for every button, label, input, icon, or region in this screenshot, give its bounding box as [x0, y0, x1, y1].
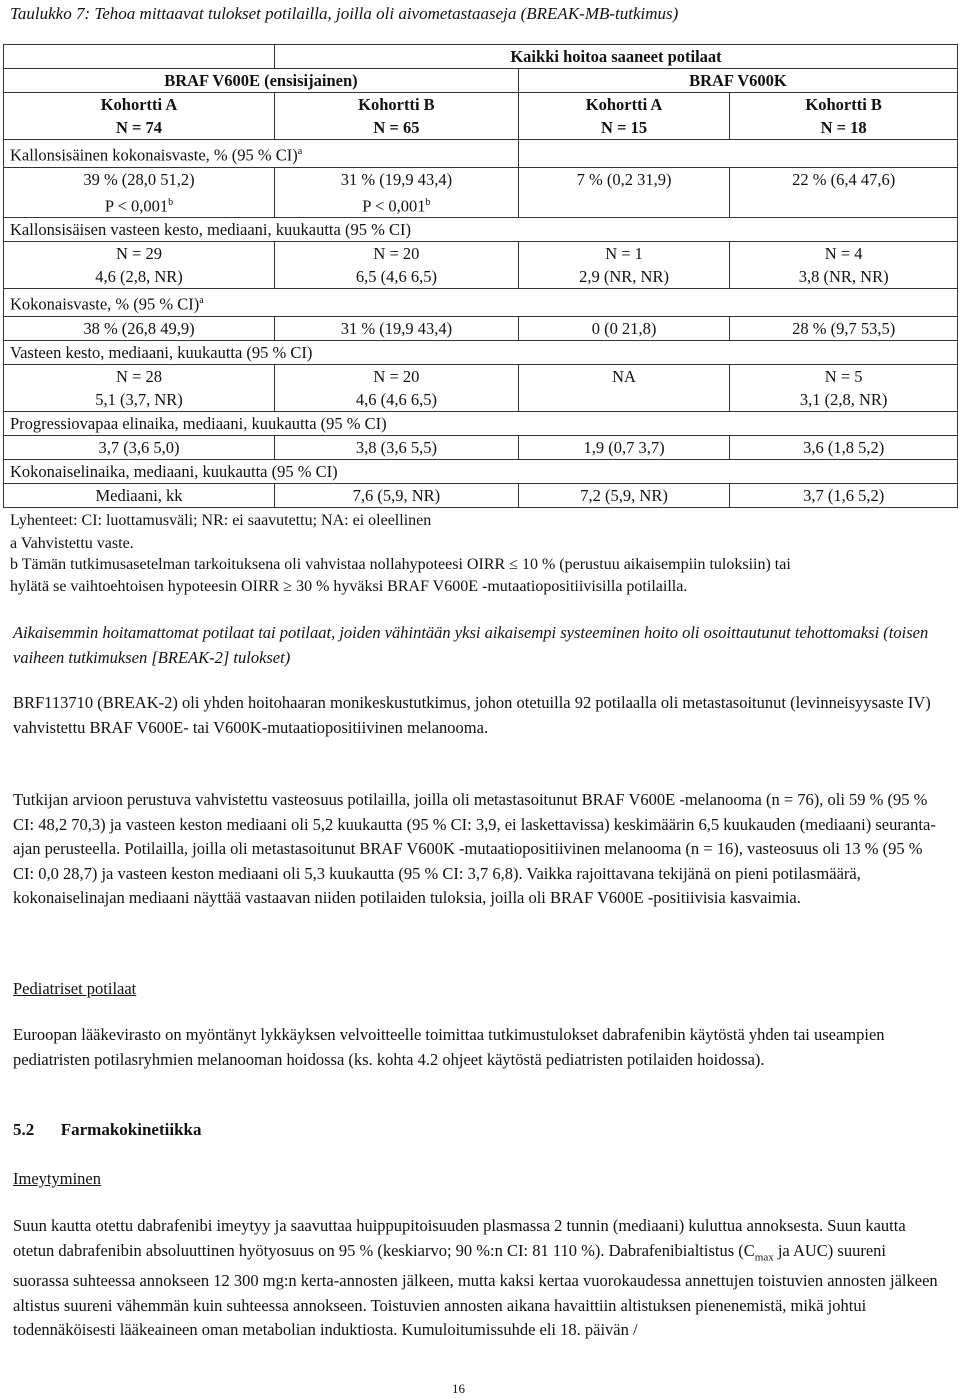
- cell-r1-e-a: 39 % (28,0 51,2) P < 0,001$^b$: [4, 167, 275, 218]
- row-spacer: [518, 140, 957, 168]
- row-label-intracranial-duration: Kallonsisäisen vasteen kesto, mediaani, kuukautta (95 % CI): [4, 218, 958, 242]
- paragraph-investigator: Tutkijan arvioon perustuva vahvistettu vasteosuus potilailla, joilla oli metastasoitunut BRAF V600E -melanooma (n = 76), oli 59 % (95 % CI: 48,2 70,3) ja vasteen keston mediaani oli 5,2 kuukautta (95 % CI: 3,9, ei laskettavissa) keskimäärin 6,5 kuukauden (mediaani) seuranta-ajan perusteella. Potilailla, joilla oli metastasoitunut BRAF V600K -mutaatiopositiivinen melanooma (n = 16), vasteosuus oli 13 % (95 % CI: 0,0 28,7) ja vasteen keston mediaani oli 5,3 kuukautta (95 % CI: 3,7 6,8). Vaikka rajoittavana tekijänä on pieni potilasmäärä, kokonaiselinajan mediaani näyttää vastaavan niiden potilaiden tuloksia, joilla oli BRAF V600E -positiivisia kasvaimia.: [13, 790, 936, 907]
- row-label-intracranial-response: Kallonsisäinen kokonaisvaste, % (95 % CI)$^a$: [4, 140, 519, 168]
- cell-r5-e-b: 3,8 (3,6 5,5): [275, 435, 519, 459]
- cell-r7-k-a: 3,7 (1,6 5,2): [730, 483, 958, 507]
- cell-r2-k-a: N = 1 2,9 (NR, NR): [518, 242, 729, 289]
- cell-r7-e-b: 7,2 (5,9, NR): [518, 483, 729, 507]
- footnote-a: a Vahvistettu vaste.: [10, 535, 134, 552]
- cell-r4-k-a: NA: [518, 364, 729, 411]
- footnote-b-line2: hylätä se vaihtoehtoisen hypoteesin OIRR ≥ 30 % hyväksi BRAF V600E -mutaatiopositiivisilla potilailla.: [10, 578, 688, 595]
- paragraph-break2: BRF113710 (BREAK-2) oli yhden hoitohaaran monikeskustutkimus, johon otetuilla 92 potilaalla oli metastasoitunut (levinneisyysaste IV) vahvistettu BRAF V600E- tai V600K-mutaatiopositiivinen melanooma.: [13, 693, 931, 737]
- cell-r7-label: Mediaani, kk: [4, 483, 275, 507]
- cell-r1-k-b: 22 % (6,4 47,6): [730, 167, 958, 218]
- page-number: 16: [452, 1381, 465, 1396]
- header-v600k: BRAF V600K: [518, 69, 957, 93]
- cell-r1-k-a: 7 % (0,2 31,9): [518, 167, 729, 218]
- cell-r3-k-a: 0 (0 21,8): [518, 316, 729, 340]
- cell-r5-e-a: 3,7 (3,6 5,0): [4, 435, 275, 459]
- cell-r5-k-a: 1,9 (0,7 3,7): [518, 435, 729, 459]
- pediatric-heading: Pediatriset potilaat: [13, 979, 137, 998]
- section-number: 5.2: [13, 1120, 35, 1139]
- cell-r2-e-b: N = 20 6,5 (4,6 6,5): [275, 242, 519, 289]
- row-label-response-duration: Vasteen kesto, mediaani, kuukautta (95 % CI): [4, 340, 958, 364]
- section-heading: [13, 1120, 202, 1140]
- header-k-cohort-b: Kohortti B N = 18: [730, 93, 958, 140]
- cell-r2-k-b: N = 4 3,8 (NR, NR): [730, 242, 958, 289]
- row-label-overall-response: Kokonaisvaste, % (95 % CI)$^a$: [4, 289, 958, 317]
- cell-r2-e-a: N = 29 4,6 (2,8, NR): [4, 242, 275, 289]
- cell-r4-e-b: N = 20 4,6 (4,6 6,5): [275, 364, 519, 411]
- footnote-b-line1: b Tämän tutkimusasetelman tarkoituksena oli vahvistaa nollahypoteesi OIRR ≤ 10 % (perustuu aikaisempiin tuloksiin) tai: [10, 556, 791, 573]
- cell-r1-e-b: 31 % (19,9 43,4) P < 0,001$^b$: [275, 167, 519, 218]
- cell-r4-e-a: N = 28 5,1 (3,7, NR): [4, 364, 275, 411]
- paragraph-absorption: Suun kautta otettu dabrafenibi imeytyy ja saavuttaa huippupitoisuuden plasmassa 2 tunnin (mediaani) kuluttua annoksesta. Suun kautta otetun dabrafenibin absoluuttinen hyötyosuus on 95 % (keskiarvo; 90 %:n CI: 81 110 %). Dabrafenibialtistus ($C_{max}$ ja AUC) suureni suorassa suhteessa annokseen 12 300 mg:n kerta-annosten jälkeen, mutta kaksi kertaa vuorokaudessa annettujen toistuvien annosten jälkeen altistus suureni vähemmän kuin suhteessa annokseen. Toistuvien annosten aikana havaittiin altistuksen pienenemistä, mikä johtui todennäköisesti lääkeaineen oman metabolian induktiosta. Kumuloitumissuhde eli 18. päivän /: [13, 1216, 938, 1340]
- header-k-cohort-a: Kohortti A N = 15: [518, 93, 729, 140]
- cell-r3-e-b: 31 % (19,9 43,4): [275, 316, 519, 340]
- section-title: Farmakokinetiikka: [60, 1120, 202, 1139]
- table-corner: [4, 45, 275, 69]
- row-label-os: Kokonaiselinaika, mediaani, kuukautta (95 % CI): [4, 459, 958, 483]
- header-v600e: BRAF V600E (ensisijainen): [4, 69, 519, 93]
- section-heading-italic: Aikaisemmin hoitamattomat potilaat tai potilaat, joiden vähintään yksi aikaisempi systeeminen hoito oli osoittautunut tehottomaksi (toisen vaiheen tutkimuksen [BREAK-2] tulokset): [13, 623, 929, 667]
- absorption-heading: Imeytyminen: [13, 1169, 101, 1188]
- cell-r5-k-b: 3,6 (1,8 5,2): [730, 435, 958, 459]
- header-e-cohort-a: Kohortti A N = 74: [4, 93, 275, 140]
- table-caption: Taulukko 7: Tehoa mittaavat tulokset potilailla, joilla oli aivometastaaseja (BREAK-MB-tutkimus): [10, 4, 679, 23]
- efficacy-table: [3, 44, 958, 508]
- footnote-abbreviations: Lyhenteet: CI: luottamusväli; NR: ei saavutettu; NA: ei oleellinen: [10, 512, 432, 529]
- row-label-pfs: Progressiovapaa elinaika, mediaani, kuukautta (95 % CI): [4, 411, 958, 435]
- cell-r3-e-a: 38 % (26,8 49,9): [4, 316, 275, 340]
- header-e-cohort-b: Kohortti B N = 65: [275, 93, 519, 140]
- cell-r3-k-b: 28 % (9,7 53,5): [730, 316, 958, 340]
- cell-r4-k-b: N = 5 3,1 (2,8, NR): [730, 364, 958, 411]
- header-all-patients: Kaikki hoitoa saaneet potilaat: [275, 45, 958, 69]
- cell-r7-e-a: 7,6 (5,9, NR): [275, 483, 519, 507]
- paragraph-pediatric: Euroopan lääkevirasto on myöntänyt lykkäyksen velvoitteelle toimittaa tutkimustulokset dabrafenibin käytöstä yhden tai useampien pediatristen potilasryhmien melanooman hoidossa (ks. kohta 4.2 ohjeet käytöstä pediatristen potilaiden hoidossa).: [13, 1025, 885, 1069]
